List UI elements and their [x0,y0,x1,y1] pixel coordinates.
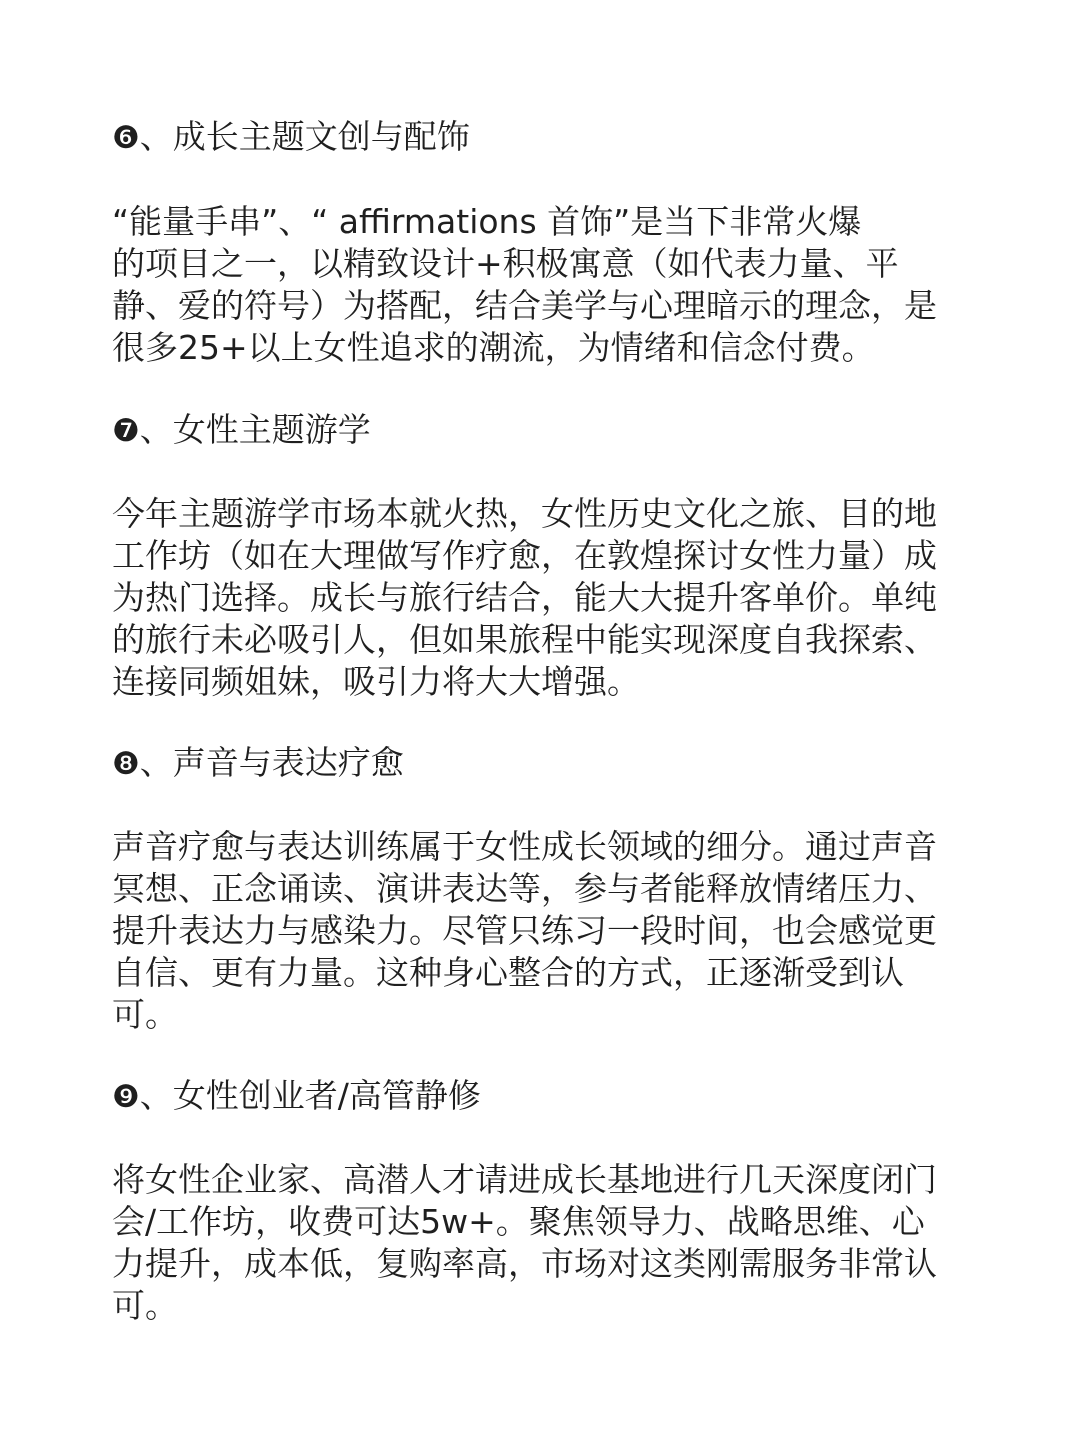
paragraph-line: 为热门选择。成长与旅行结合，能大大提升客单价。单纯 [112,578,937,617]
paragraph-line: 力提升，成本低，复购率高，市场对这类刚需服务非常认 [112,1244,937,1283]
section-title: 、成长主题文创与配饰 [139,117,470,156]
section-heading-6 [112,116,974,159]
paragraph-line: 的旅行未必吸引人，但如果旅程中能实现深度自我探索、 [112,620,937,659]
section-paragraph-7 [112,493,974,703]
paragraph-line: 可。 [112,995,178,1034]
paragraph-line: 将女性企业家、高潜人才请进成长基地进行几天深度闭门 [112,1160,937,1199]
section-heading-7 [112,409,974,452]
section-title: 、女性主题游学 [139,410,371,449]
section-paragraph-9 [112,1159,974,1327]
section-title: 、声音与表达疗愈 [139,743,404,782]
paragraph-line: “能量手串”、“ affirmations 首饰”是当下非常火爆 [112,202,862,241]
heading-text [112,742,974,785]
paragraph-line: 提升表达力与感染力。尽管只练习一段时间，也会感觉更 [112,911,937,950]
paragraph-line: 声音疗愈与表达训练属于女性成长领域的细分。通过声音 [112,827,937,866]
section-paragraph-8 [112,826,974,1036]
heading-text [112,1075,974,1118]
paragraph-line: 工作坊（如在大理做写作疗愈，在敦煌探讨女性力量）成 [112,536,937,575]
paragraph-line: 很多25+以上女性追求的潮流，为情绪和信念付费。 [112,328,875,367]
paragraph-line: 自信、更有力量。这种身心整合的方式，正逐渐受到认 [112,953,904,992]
paragraph-line: 冥想、正念诵读、演讲表达等，参与者能释放情绪压力、 [112,869,937,908]
paragraph-line: 可。 [112,1286,178,1325]
paragraph-line: 静、爱的符号）为搭配，结合美学与心理暗示的理念，是 [112,286,937,325]
section-number: ❻ [112,120,140,156]
paragraph-line: 连接同频姐妹，吸引力将大大增强。 [112,662,640,701]
section-number: ❾ [112,1079,140,1115]
section-heading-8 [112,742,974,785]
paragraph-line: 会/工作坊，收费可达5w+。聚焦领导力、战略思维、心 [112,1202,925,1241]
paragraph-line: 的项目之一，以精致设计+积极寓意（如代表力量、平 [112,244,899,283]
heading-text [112,116,974,159]
heading-text [112,409,974,452]
paragraph-line: 今年主题游学市场本就火热，女性历史文化之旅、目的地 [112,494,937,533]
section-title: 、女性创业者/高管静修 [139,1076,481,1115]
section-heading-9 [112,1075,974,1118]
section-paragraph-6 [112,201,974,369]
section-number: ❽ [112,746,140,782]
section-number: ❼ [112,413,140,449]
